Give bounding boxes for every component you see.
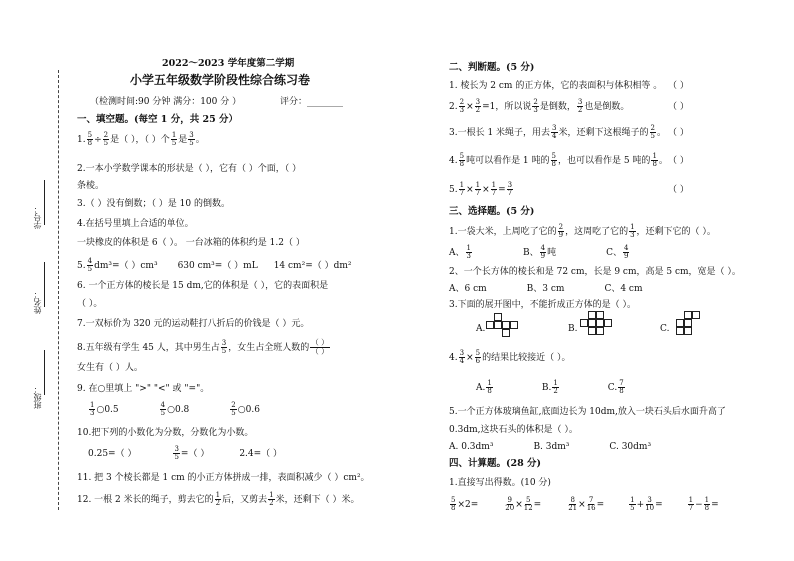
question-4: 4.在括号里填上合适的单位。 <box>77 219 194 229</box>
fraction: $\frac{1}{3}$ <box>630 223 635 239</box>
choice-3-option-c-label[interactable]: C. <box>660 324 670 334</box>
calc-item[interactable]: $\frac{9}{20}$ × $\frac{5}{12}$ = <box>505 496 542 512</box>
fraction: $\frac{5}{8}$ <box>551 152 556 168</box>
judge-1-answer[interactable]: （ ） <box>668 81 689 91</box>
q-text: dm³=（ ）cm³ <box>94 261 158 271</box>
option-a[interactable]: A. 0.3dm³ <box>449 442 494 452</box>
question-8-cont: 女生有（ ）人。 <box>77 363 143 373</box>
fraction: $\frac{3}{5}$ <box>174 445 179 461</box>
fraction: $\frac{3}{2}$ <box>577 98 583 114</box>
score-label-text: 评分： <box>280 97 308 107</box>
judge-4: 4. $\frac{5}{8}$ 吨可以看作是 1 吨的 $\frac{5}{8}$ ，也可以看作是 5 吨的 $\frac{1}{8}$ 。 <box>449 152 668 168</box>
fraction: $\frac{2}{3}$ <box>459 98 465 114</box>
fraction: $\frac{1}{8}$ <box>652 152 657 168</box>
page-title: 小学五年级数学阶段性综合练习卷 <box>130 73 311 87</box>
choice-3: 3.下面的展开图中，不能折成正方体的是（ ）。 <box>449 300 636 310</box>
fraction: $\frac{5}{8}$ <box>87 131 93 147</box>
question-12 <box>77 492 359 507</box>
convert-item: 0.25=（ ） <box>88 449 137 459</box>
q-text: 12. 一根 2 米长的绳子，剪去它的 <box>77 495 214 505</box>
q-text: 8.五年级有学生 45 人，其中男生占 <box>77 343 220 353</box>
q-text: 630 cm³=（ ）mL <box>177 261 258 271</box>
choice-5-cont: 0.3dm,这块石头的体积是（ ）。 <box>449 425 578 435</box>
cube-net-a[interactable] <box>486 313 516 337</box>
fraction: $\frac{3}{4}$ <box>552 124 557 140</box>
option-a[interactable]: A. $\frac{1}{8}$ <box>476 379 492 395</box>
calc-item[interactable]: $\frac{1}{5}$ + $\frac{3}{10}$ = <box>630 496 663 512</box>
cube-net-b[interactable] <box>580 311 610 335</box>
question-4-a: 一块橡皮的体积是 6（ ）。 一台冰箱的体积约是 1.2（ ） <box>77 238 305 248</box>
compare-item[interactable]: ○0.5 <box>96 405 119 415</box>
fraction: $\frac{3}{5}$ <box>221 339 227 355</box>
fraction: $\frac{1}{7}$ <box>491 181 497 197</box>
q-num: 1. <box>77 135 86 145</box>
question-3: 3.（ ）没有倒数；（ ）是 10 的倒数。 <box>77 199 230 209</box>
option-a[interactable]: A、6 cm <box>449 284 487 294</box>
score-label <box>280 96 343 108</box>
convert-item: =（ ） <box>180 449 210 459</box>
fraction: $\frac{1}{7}$ <box>475 181 481 197</box>
school-year: 2022～2023 学年度第二学期 <box>162 58 295 69</box>
fraction: $\frac{4}{5}$ <box>160 401 166 417</box>
fraction: $\frac{2}{5}$ <box>650 124 655 140</box>
fraction: $\frac{2}{9}$ <box>558 223 564 239</box>
choice-3-option-a-label[interactable]: A. <box>476 324 486 334</box>
section-judgement: 二、判断题。(5 分) <box>449 62 535 73</box>
judge-2: 2. $\frac{2}{3}$ × $\frac{3}{2}$ =1，所以说 $\frac{2}{3}$ 是倒数， $\frac{3}{2}$ 也是倒数。 <box>449 98 630 114</box>
question-10-a <box>88 446 282 461</box>
name-label: 姓名： <box>33 290 42 314</box>
option-c[interactable]: C、4 cm <box>604 284 643 294</box>
fraction: $\frac{1}{2}$ <box>269 491 274 507</box>
fraction: $\frac{3}{4}$ <box>459 349 465 365</box>
question-5 <box>77 258 352 273</box>
fraction: $\frac{2}{5}$ <box>103 131 109 147</box>
fraction: $\frac{1}{5}$ <box>171 131 177 147</box>
binding-line <box>58 70 59 510</box>
fraction: $\frac{2}{5}$ <box>231 401 236 417</box>
choice-5: 5.一个正方体玻璃鱼缸,底面边长为 10dm,放入一块石头后水面升高了 <box>449 407 726 417</box>
option-b[interactable]: B. 3dm³ <box>533 442 570 452</box>
fraction: $\frac{3}{2}$ <box>475 98 481 114</box>
q-text: 后，又剪去 <box>222 495 268 505</box>
judge-3-answer[interactable]: （ ） <box>668 128 689 138</box>
choice-1: 1.一袋大米，上周吃了它的 $\frac{2}{9}$ ，这周吃了它的 $\frac{1}{3}$ ，还剩下它的（ ）。 <box>449 223 716 239</box>
convert-item: 2.4=（ ） <box>239 449 283 459</box>
class-label: 班级： <box>33 385 42 409</box>
score-blank[interactable]: ________ <box>307 97 344 107</box>
q-text: 是 <box>178 135 188 145</box>
fraction: $\frac{3}{5}$ <box>189 131 194 147</box>
student-number-label: 学号： <box>33 205 42 229</box>
choice-2-options <box>449 283 643 295</box>
judge-5: 5. $\frac{1}{7}$ × $\frac{1}{7}$ × $\frac{1}{7}$ = $\frac{3}{7}$ <box>449 181 513 197</box>
fraction: $\frac{5}{8}$ <box>459 152 465 168</box>
question-2-cont: 条棱。 <box>77 181 105 191</box>
name-blank[interactable] <box>44 262 45 307</box>
q-num: 2. <box>449 102 458 112</box>
question-9: 9. 在○里填上 ">" "<" 或 "="。 <box>77 384 210 394</box>
judge-3: 3.一根长 1 米绳子，用去 $\frac{3}{4}$ 米，还剩下这根绳子的 $\frac{2}{5}$ 。 <box>449 124 667 140</box>
section-calculation: 四、计算题。(28 分) <box>449 458 542 469</box>
fraction: $\frac{2}{3}$ <box>533 98 538 114</box>
calc-item[interactable]: $\frac{8}{21}$ × $\frac{7}{16}$ = <box>568 496 605 512</box>
q-num: 5. <box>77 261 86 271</box>
calc-item[interactable]: $\frac{1}{7}$ − $\frac{1}{8}$ = <box>688 496 719 512</box>
choice-3-option-b-label[interactable]: B. <box>568 324 578 334</box>
option-b[interactable]: B、3 cm <box>526 284 565 294</box>
option-a[interactable]: A、 $\frac{1}{3}$ <box>449 244 471 260</box>
fraction: $\frac{1}{3}$ <box>90 401 95 417</box>
calc-item[interactable]: $\frac{5}{8}$ ×2= <box>451 496 479 512</box>
q-text: 。 <box>195 135 205 145</box>
question-9-a <box>88 402 260 417</box>
question-7: 7.一双标价为 320 元的运动鞋打八折后的价钱是（ ）元。 <box>77 319 310 329</box>
question-1 <box>77 132 205 147</box>
cube-net-c[interactable] <box>676 311 700 335</box>
choice-4: 4. $\frac{3}{4}$ × $\frac{5}{6}$ 的结果比较接近（ ）。 <box>449 349 571 365</box>
fraction: $\frac{1}{7}$ <box>459 181 465 197</box>
calc-1: 1.直接写出得数。(10 分) <box>449 478 551 488</box>
choice-1-options <box>449 245 630 260</box>
q-text: ，女生占全班人数的 <box>228 343 310 353</box>
compare-item[interactable]: ○0.8 <box>167 405 190 415</box>
question-2: 2.一本小学数学课本的形状是（ ），它有（ ）个面，（ ） <box>77 164 302 174</box>
question-6: 6. 一个正方体的棱长是 15 dm,它的体积是（ ），它的表面积是 <box>77 281 329 291</box>
question-11: 11. 把 3 个棱长都是 1 cm 的小正方体拼成一排，表面积减少（ ）cm²。 <box>77 473 370 483</box>
class-blank[interactable] <box>44 350 45 395</box>
question-8 <box>77 339 331 356</box>
option-c[interactable]: C、 $\frac{4}{9}$ <box>606 244 629 260</box>
blank-fraction[interactable]: （ ） （ ） <box>311 338 329 356</box>
fraction: $\frac{5}{6}$ <box>475 349 481 365</box>
q-text: 米，还剩下（ ）米。 <box>275 495 360 505</box>
student-number-blank[interactable] <box>44 180 45 225</box>
fraction: $\frac{4}{5}$ <box>87 257 93 273</box>
section-fill-blanks: 一、填空题。(每空 1 分，共 25 分） <box>77 114 239 125</box>
option-c[interactable]: C. $\frac{7}{8}$ <box>607 379 624 395</box>
q-text: 14 cm²=（ ）dm² <box>273 261 352 271</box>
question-10: 10.把下列的小数化为分数，分数化为小数。 <box>77 428 254 438</box>
fraction: $\frac{1}{2}$ <box>215 491 221 507</box>
compare-item[interactable]: ○0.6 <box>237 405 260 415</box>
section-choice: 三、选择题。(5 分) <box>449 206 535 217</box>
option-b[interactable]: B. $\frac{1}{2}$ <box>541 379 558 395</box>
op: ÷ <box>94 135 102 145</box>
choice-4-options <box>476 380 626 395</box>
judge-5-answer[interactable]: （ ） <box>668 185 689 195</box>
choice-5-options <box>449 441 651 453</box>
judge-4-answer[interactable]: （ ） <box>668 156 689 166</box>
q-text: 是（ ），（ ）个 <box>110 135 170 145</box>
question-6-cont: （ ）。 <box>77 299 103 309</box>
calc-1-items <box>449 497 719 512</box>
judge-1: 1. 棱长为 2 cm 的正方体，它的表面积与体积相等 。 <box>449 81 663 91</box>
fraction: $\frac{3}{7}$ <box>507 181 513 197</box>
exam-info: （检测时间:90 分钟 满分：100 分 ） <box>90 97 242 107</box>
choice-2: 2、一个长方体的棱长和是 72 cm，长是 9 cm，高是 5 cm，宽是（ ）。 <box>449 267 741 277</box>
option-b[interactable]: B、 $\frac{4}{9}$ 吨 <box>522 244 557 260</box>
judge-2-answer[interactable]: （ ） <box>668 102 689 112</box>
option-c[interactable]: C. 30dm³ <box>609 442 652 452</box>
